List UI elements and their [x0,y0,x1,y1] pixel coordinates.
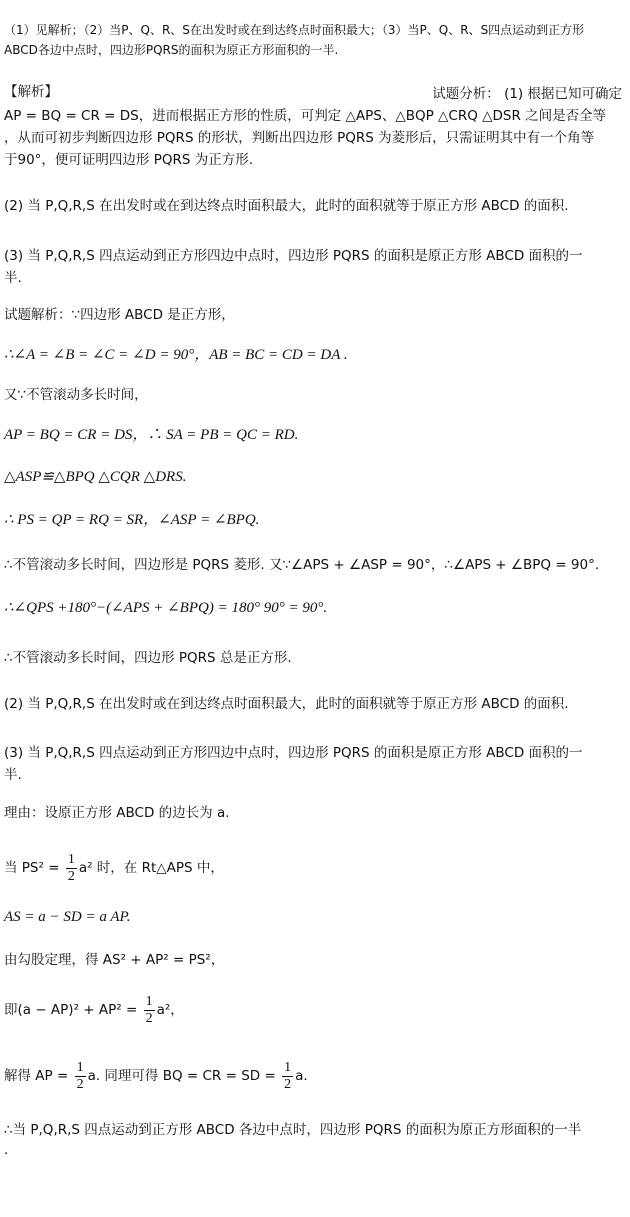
solution-line: ∴ PS = QP = RQ = SR，∠ASP = ∠BPQ. [4,512,260,528]
fraction-denominator: 2 [284,1076,292,1092]
fraction-numerator: 1 [76,1059,84,1075]
analysis-line: ，从而可初步判断四边形 PQRS 的形状，判断出四边形 PQRS 为菱形后，只需证明其中有一个角等 [4,130,595,146]
fraction-numerator: 1 [67,851,75,867]
solution-line: 由勾股定理，得 AS² + AP² = PS²， [4,952,225,968]
solution-line: . [4,1142,9,1158]
solution-text: 解得 AP = [4,1068,73,1084]
solution-line: 理由：设原正方形 ABCD 的边长为 a. [4,805,230,821]
solution-text: a²， [156,1002,184,1018]
fraction-numerator: 1 [145,993,153,1009]
solution-line: (3) 当 P,Q,R,S 四点运动到正方形四边中点时，四边形 PQRS 的面积是原正方形 ABCD 面积的一 [4,745,583,761]
fraction-denominator: 2 [67,868,75,884]
solution-line: ∴当 P,Q,R,S 四点运动到正方形 ABCD 各边中点时，四边形 PQRS 的面积为原正方形面积的一半 [4,1122,582,1138]
solution-fraction-line [4,992,626,1028]
solution-line: ∴∠A = ∠B = ∠C = ∠D = 90°，AB = BC = CD = DA . [4,347,348,363]
analysis-line: 于90°，便可证明四边形 PQRS 为正方形. [4,152,254,168]
solution-line: ∴不管滚动多长时间，四边形 PQRS 总是正方形. [4,650,292,666]
analysis-line: (1) 根据已知可确定 [504,86,622,102]
analysis-line: (3) 当 P,Q,R,S 四点运动到正方形四边中点时，四边形 PQRS 的面积是原正方形 ABCD 面积的一 [4,248,583,264]
solution-line: 又∵不管滚动多长时间， [4,387,148,403]
fraction-numerator: 1 [284,1059,292,1075]
solution-fraction-line [4,850,626,886]
summary-line-1: （1）见解析；（2）当P、Q、R、S在出发时或在到达终点时面积最大；（3）当P、Q、R、S四点运动到正方形 [4,23,585,37]
fraction-denominator: 2 [145,1010,153,1026]
solution-line: 试题解析：∵四边形 ABCD 是正方形， [4,307,235,323]
analysis-line: 半. [4,270,22,286]
solution-line: AP = BQ = CR = DS，∴ SA = PB = QC = RD. [4,427,299,443]
fraction-denominator: 2 [76,1076,84,1092]
fraction-one-half [75,1060,86,1093]
solution-text: a. [295,1068,308,1084]
solution-line: (2) 当 P,Q,R,S 在出发时或在到达终点时面积最大，此时的面积就等于原正方形 ABCD 的面积. [4,696,569,712]
solution-line: AS = a − SD = a AP. [4,909,131,925]
fraction-one-half [66,852,77,885]
analysis-intro [432,82,622,102]
summary-line-2: ABCD各边中点时，四边形PQRS的面积为原正方形面积的一半. [4,43,339,57]
fraction-one-half [282,1060,293,1093]
solution-fraction-line [4,1058,626,1094]
solution-text: 当 PS² = [4,860,64,876]
solution-line: ∴∠QPS +180°−(∠APS + ∠BPQ) = 180° 90° = 90°. [4,600,328,616]
fraction-one-half [144,994,155,1027]
section-heading: 【解析】 [4,84,58,100]
analysis-line: AP = BQ = CR = DS，进而根据正方形的性质，可判定 △APS、△BQP △CRQ △DSR 之间是否全等 [4,108,607,124]
solution-text: a. 同理可得 BQ = CR = SD = [87,1068,281,1084]
solution-text: 即(a − AP)² + AP² = [4,1002,142,1018]
analysis-label: 试题分析： [432,86,500,102]
solution-text: a² 时，在 Rt△APS 中， [78,860,224,876]
solution-line: ∴不管滚动多长时间，四边形是 PQRS 菱形. 又∵∠APS + ∠ASP = 90°，∴∠APS + ∠BPQ = 90°. [4,557,600,573]
analysis-line: (2) 当 P,Q,R,S 在出发时或在到达终点时面积最大，此时的面积就等于原正方形 ABCD 的面积. [4,198,569,214]
solution-line: 半. [4,767,22,783]
solution-line: △ASP≌△BPQ △CQR △DRS. [4,469,187,485]
